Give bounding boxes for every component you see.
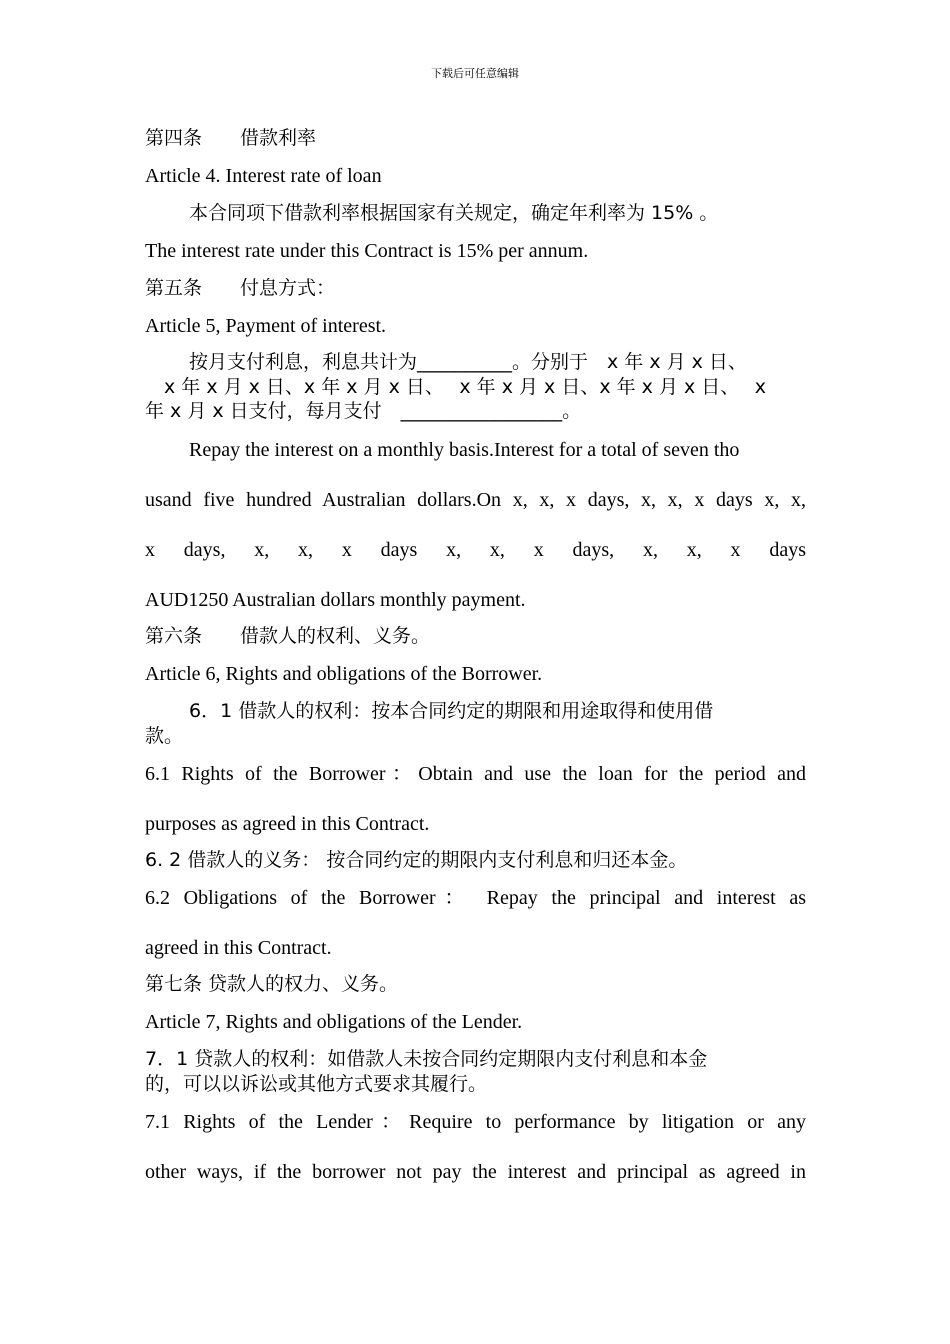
clause-6-2-en-line1: 6.2 Obligations of the Borrower： Repay the principal and interest as <box>145 887 806 909</box>
clause-6-1-en-line1: 6.1 Rights of the Borrower：Obtain and use the loan for the period and <box>145 763 806 785</box>
article-7-heading-en: Article 7, Rights and obligations of the Lender. <box>145 1011 523 1033</box>
article-4-heading-zh: 第四条 借款利率 <box>145 127 317 149</box>
clause-6-2-zh: 6. 2 借款人的义务： 按合同约定的期限内支付利息和归还本金。 <box>145 849 688 871</box>
article-5-body-zh-line1: 按月支付利息，利息共计为__________。分别于 x 年 x 月 x 日、 <box>189 351 747 373</box>
article-4-body-en: The interest rate under this Contract is 15% per annum. <box>145 240 589 262</box>
article-6-heading-zh: 第六条 借款人的权利、义务。 <box>145 625 431 647</box>
article-5-body-en-line1: Repay the interest on a monthly basis.Interest for a total of seven tho <box>189 439 740 461</box>
article-4-body-zh: 本合同项下借款利率根据国家有关规定，确定年利率为 15% 。 <box>189 202 719 224</box>
article-5-heading-zh: 第五条 付息方式： <box>145 277 336 299</box>
clause-6-2-en-line2: agreed in this Contract. <box>145 937 332 959</box>
article-7-heading-zh: 第七条 贷款人的权力、义务。 <box>145 973 399 995</box>
article-6-heading-en: Article 6, Rights and obligations of the Borrower. <box>145 663 543 685</box>
article-5-body-en-line4: AUD1250 Australian dollars monthly payment. <box>145 589 526 611</box>
article-5-body-en-line3: x days, x, x, x days x, x, x days, x, x, x days <box>145 539 806 561</box>
clause-6-1-zh-line1: 6．1 借款人的权利：按本合同约定的期限和用途取得和使用借 <box>189 700 714 722</box>
clause-7-1-zh-line2: 的，可以以诉讼或其他方式要求其履行。 <box>145 1073 488 1095</box>
article-4-heading-en: Article 4. Interest rate of loan <box>145 165 382 187</box>
article-5-body-en-line2: usand five hundred Australian dollars.On x, x, x days, x, x, x days x, x, <box>145 489 806 511</box>
article-5-body-zh-line2: x 年 x 月 x 日、x 年 x 月 x 日、 x 年 x 月 x 日、x 年 x 月 x 日、 x <box>145 376 767 398</box>
clause-6-1-en-line2: purposes as agreed in this Contract. <box>145 813 430 835</box>
page-header: 下载后可任意编辑 <box>431 67 519 80</box>
clause-6-1-zh-line2: 款。 <box>145 725 184 747</box>
clause-7-1-zh-line1: 7．1 贷款人的权利：如借款人未按合同约定期限内支付利息和本金 <box>145 1048 708 1070</box>
clause-7-1-en-line2: other ways, if the borrower not pay the interest and principal as agreed in <box>145 1161 806 1183</box>
clause-7-1-en-line1: 7.1 Rights of the Lender：Require to performance by litigation or any <box>145 1111 806 1133</box>
article-5-body-zh-line3: 年 x 月 x 日支付，每月支付 _________________。 <box>145 400 582 422</box>
article-5-heading-en: Article 5, Payment of interest. <box>145 315 387 337</box>
